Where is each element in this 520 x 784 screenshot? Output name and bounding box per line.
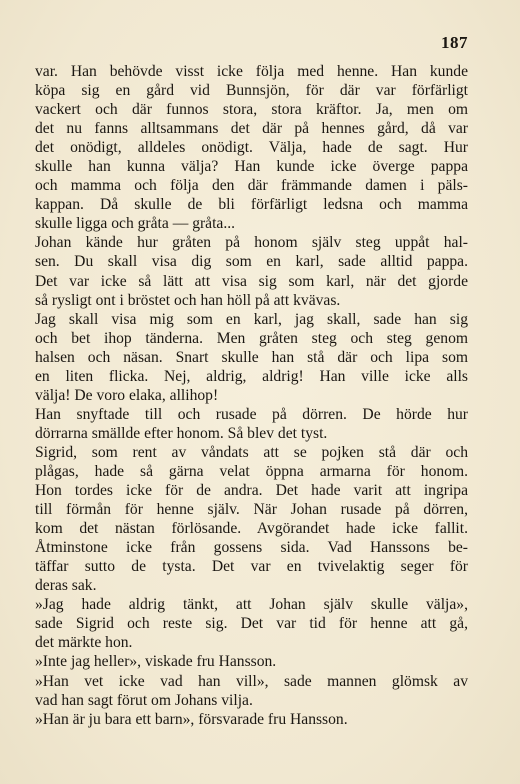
text-line: dörrarna smällde efter honom. Så blev det tyst. — [35, 424, 328, 442]
text-line: Han snyftade till och rusade på dörren. De hörde hur — [35, 405, 468, 423]
text-line: skulle ligga och gråta — gråta... — [35, 215, 236, 233]
text-line: det onödigt, alldeles onödigt. Välja, hade de sagt. Hur — [35, 139, 468, 157]
text-line: en liten flicka. Nej, aldrig, aldrig! Han ville icke alls — [35, 367, 468, 385]
text-line: och bet ihop tänderna. Men gråten steg och steg genom — [35, 329, 468, 347]
text-line: välja! De voro elaka, allihop! — [35, 386, 219, 404]
text-line: täffar sutto de tysta. Det var en tvivelaktig seger för — [35, 558, 468, 576]
text-line: »Han är ju bara ett barn», försvarade fru Hansson. — [35, 710, 348, 728]
text-line: skulle han kunna välja? Han kunde icke överge pappa — [35, 158, 468, 176]
body-text — [35, 62, 468, 729]
text-line: var. Han behövde visst icke följa med henne. Han kunde — [35, 63, 468, 80]
page-number: 187 — [441, 33, 468, 52]
text-line: vackert och där funnos stora, stora kräftor. Ja, men om — [35, 101, 468, 119]
text-line: Det var icke så lätt att visa sig som karl, när det gjorde — [35, 272, 468, 290]
text-line: köpa sig en gård vid Bunnsjön, för där var förfärligt — [35, 82, 468, 100]
text-line: Hon tordes icke för de andra. Det hade varit att ingripa — [35, 482, 468, 500]
text-line: plågas, hade så gärna velat öppna armarna för honom. — [35, 462, 468, 480]
text-line: sade Sigrid och reste sig. Det var tid för henne att gå, — [35, 615, 468, 633]
text-line: »Han vet icke vad han vill», sade mannen glömsk av — [35, 672, 468, 690]
text-line: Jag skall visa mig som en karl, jag skall, sade han sig — [35, 310, 468, 328]
text-line: sen. Du skall visa dig som en karl, sade alltid pappa. — [35, 253, 468, 271]
text-line: det nu fanns alltsammans det där på hennes gård, då var — [35, 120, 468, 138]
text-line: deras sak. — [35, 577, 97, 595]
text-line: »Jag hade aldrig tänkt, att Johan själv skulle välja», — [35, 596, 468, 614]
text-line: det märkte hon. — [35, 634, 133, 652]
text-line: Johan kände hur gråten på honom själv steg uppåt hal- — [35, 234, 468, 252]
text-line: halsen och näsan. Snart skulle han stå där och lipa som — [35, 348, 468, 366]
text-line: vad han sagt förut om Johans vilja. — [35, 691, 253, 709]
text-line: till förmån för henne själv. När Johan rusade på dörren, — [35, 501, 468, 519]
text-line: och mamma och följa den där främmande damen i päls- — [35, 177, 468, 195]
text-line: kappan. Då skulle de bli förfärligt ledsna och mamma — [35, 196, 468, 214]
text-line: Sigrid, som rent av våndats att se pojken stå där och — [35, 443, 468, 461]
text-line: kom det nästan förlösande. Avgörandet hade icke fallit. — [35, 520, 468, 538]
text-line: Åtminstone icke från gossens sida. Vad Hanssons be- — [35, 539, 468, 557]
text-line: »Inte jag heller», viskade fru Hansson. — [35, 653, 277, 671]
text-line: så rysligt ont i bröstet och han höll på att kvävas. — [35, 291, 341, 309]
